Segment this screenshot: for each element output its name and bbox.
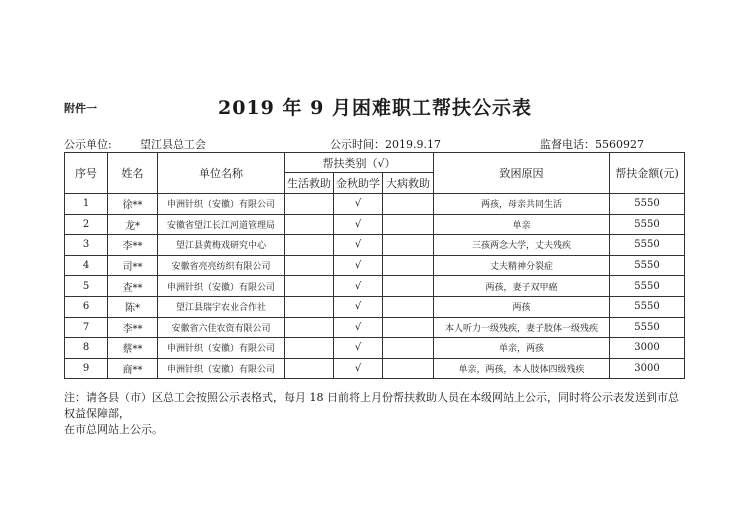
table-row [65, 255, 685, 276]
assistance-table [64, 152, 685, 379]
cell-reason: 单亲 [434, 214, 610, 235]
cell-name: 陈* [108, 296, 158, 317]
cell-illness [383, 214, 434, 235]
cell-life [285, 338, 334, 359]
header-cat-life: 生活救助 [285, 173, 334, 194]
footnote-line-2: 在市总网站上公示。 [64, 423, 163, 436]
cell-name: 商** [108, 358, 158, 379]
cell-reason: 两孩，母亲共同生活 [434, 194, 610, 215]
table-row [65, 214, 685, 235]
cell-life [285, 214, 334, 235]
footnote-line-1: 注：请各县（市）区总工会按照公示表格式，每月 18 日前将上月份帮扶救助人员在本级网站上公示，同时将公示表发送到市总权益保障部， [64, 391, 679, 420]
attachment-label: 附件一 [64, 102, 97, 115]
cell-school: √ [334, 255, 383, 276]
header-no: 序号 [65, 153, 108, 194]
cell-no: 1 [65, 194, 108, 215]
header-name: 姓名 [108, 153, 158, 194]
cell-illness [383, 194, 434, 215]
header-unit: 单位名称 [158, 153, 285, 194]
cell-life [285, 235, 334, 256]
cell-amount: 3000 [610, 358, 685, 379]
cell-life [285, 358, 334, 379]
cell-illness [383, 235, 434, 256]
cell-illness [383, 296, 434, 317]
page-title: 2019 年 9 月困难职工帮扶公示表 [218, 97, 532, 119]
cell-life [285, 276, 334, 297]
cell-unit: 申洲针织（安徽）有限公司 [158, 276, 285, 297]
cell-school: √ [334, 338, 383, 359]
cell-school: √ [334, 276, 383, 297]
cell-amount: 5550 [610, 194, 685, 215]
cell-illness [383, 276, 434, 297]
header-category: 帮扶类别（√） [285, 153, 434, 173]
cell-no: 7 [65, 317, 108, 338]
cell-unit: 安徽省亮亮纺织有限公司 [158, 255, 285, 276]
cell-unit: 望江县瑞宇农业合作社 [158, 296, 285, 317]
publish-time: 公示时间：2019.9.17 [330, 138, 441, 151]
cell-reason: 三孩两念大学，丈夫残疾 [434, 235, 610, 256]
header-cat-school: 金秋助学 [334, 173, 383, 194]
table-row [65, 358, 685, 379]
cell-reason: 单亲，两孩 [434, 338, 610, 359]
cell-unit: 申洲针织（安徽）有限公司 [158, 338, 285, 359]
cell-amount: 5550 [610, 214, 685, 235]
cell-unit: 申洲针织（安徽）有限公司 [158, 194, 285, 215]
cell-no: 5 [65, 276, 108, 297]
cell-no: 9 [65, 358, 108, 379]
table-row [65, 276, 685, 297]
cell-amount: 5550 [610, 317, 685, 338]
cell-name: 李** [108, 317, 158, 338]
cell-unit: 望江县黄梅戏研究中心 [158, 235, 285, 256]
cell-no: 2 [65, 214, 108, 235]
table-row [65, 317, 685, 338]
cell-illness [383, 317, 434, 338]
table-row [65, 296, 685, 317]
publisher-value: 望江县总工会 [140, 138, 206, 151]
cell-reason: 丈夫精神分裂症 [434, 255, 610, 276]
cell-illness [383, 358, 434, 379]
cell-school: √ [334, 296, 383, 317]
cell-school: √ [334, 214, 383, 235]
cell-life [285, 296, 334, 317]
cell-school: √ [334, 317, 383, 338]
cell-illness [383, 255, 434, 276]
cell-reason: 两孩，妻子双甲癌 [434, 276, 610, 297]
table-row [65, 338, 685, 359]
cell-school: √ [334, 358, 383, 379]
cell-reason: 单亲，两孩，本人肢体四级残疾 [434, 358, 610, 379]
header-amount: 帮扶金额(元) [610, 153, 685, 194]
table-row [65, 194, 685, 215]
cell-amount: 5550 [610, 296, 685, 317]
cell-school: √ [334, 235, 383, 256]
cell-no: 6 [65, 296, 108, 317]
cell-name: 龙* [108, 214, 158, 235]
cell-no: 4 [65, 255, 108, 276]
cell-amount: 5550 [610, 276, 685, 297]
cell-no: 8 [65, 338, 108, 359]
cell-name: 徐** [108, 194, 158, 215]
cell-reason: 两孩 [434, 296, 610, 317]
cell-life [285, 255, 334, 276]
cell-amount: 5550 [610, 235, 685, 256]
cell-unit: 申洲针织（安徽）有限公司 [158, 358, 285, 379]
header-cat-illness: 大病救助 [383, 173, 434, 194]
cell-no: 3 [65, 235, 108, 256]
cell-unit: 安徽省望江长江河道管理局 [158, 214, 285, 235]
cell-name: 司** [108, 255, 158, 276]
cell-name: 查** [108, 276, 158, 297]
cell-unit: 安徽省六佳农资有限公司 [158, 317, 285, 338]
header-reason: 致困原因 [434, 153, 610, 194]
supervision-phone: 监督电话：5560927 [540, 138, 644, 151]
cell-name: 李** [108, 235, 158, 256]
cell-amount: 5550 [610, 255, 685, 276]
cell-life [285, 317, 334, 338]
cell-name: 蔡** [108, 338, 158, 359]
publisher-label: 公示单位: [64, 138, 112, 151]
cell-school: √ [334, 194, 383, 215]
cell-life [285, 194, 334, 215]
cell-amount: 3000 [610, 338, 685, 359]
footnote [64, 390, 689, 438]
cell-illness [383, 338, 434, 359]
cell-reason: 本人听力一级残疾，妻子肢体一级残疾 [434, 317, 610, 338]
table-row [65, 235, 685, 256]
